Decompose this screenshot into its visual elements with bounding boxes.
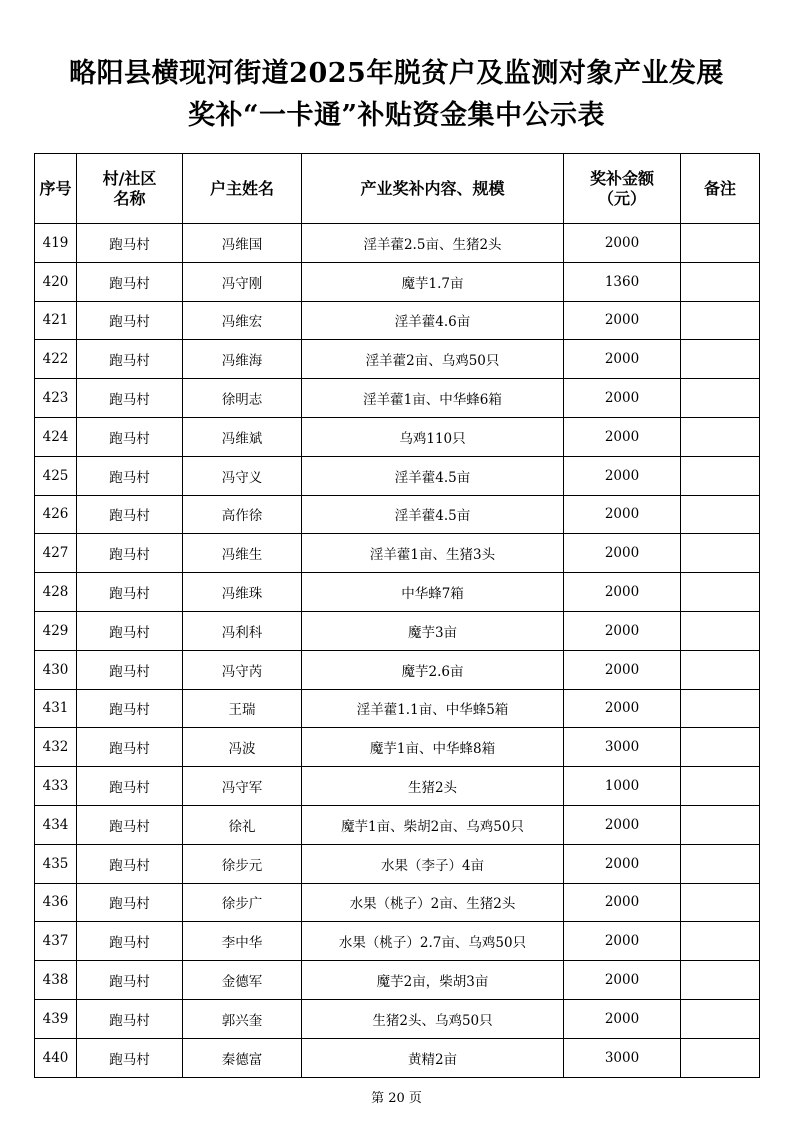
table-row — [35, 456, 760, 495]
cell-content: 水果（桃子）2亩、生猪2头 — [302, 883, 564, 922]
table-row — [35, 611, 760, 650]
cell-seq: 438 — [35, 961, 77, 1000]
cell-village: 跑马村 — [77, 495, 183, 534]
table-row — [35, 340, 760, 379]
cell-name: 冯维生 — [183, 534, 302, 573]
cell-content: 淫羊藿1.1亩、中华蜂5箱 — [302, 689, 564, 728]
table-row — [35, 650, 760, 689]
cell-remark — [681, 301, 760, 340]
cell-remark — [681, 1038, 760, 1077]
page-number: 第 20 页 — [371, 1091, 422, 1106]
cell-amount: 2000 — [564, 650, 681, 689]
table-row — [35, 961, 760, 1000]
cell-amount: 2000 — [564, 340, 681, 379]
cell-village: 跑马村 — [77, 301, 183, 340]
cell-remark — [681, 340, 760, 379]
cell-name: 冯利科 — [183, 611, 302, 650]
cell-amount: 2000 — [564, 456, 681, 495]
header-amount-line1: 奖补金额 — [589, 168, 654, 188]
cell-remark — [681, 999, 760, 1038]
cell-village: 跑马村 — [77, 844, 183, 883]
cell-name: 李中华 — [183, 922, 302, 961]
cell-name: 高作徐 — [183, 495, 302, 534]
cell-content: 魔芋1亩、中华蜂8箱 — [302, 728, 564, 767]
cell-remark — [681, 805, 760, 844]
cell-village: 跑马村 — [77, 456, 183, 495]
table-row — [35, 999, 760, 1038]
cell-amount: 2000 — [564, 573, 681, 612]
table-row — [35, 767, 760, 806]
table-row — [35, 301, 760, 340]
cell-amount: 2000 — [564, 922, 681, 961]
cell-name: 王瑞 — [183, 689, 302, 728]
cell-content: 淫羊藿2.5亩、生猪2头 — [302, 224, 564, 263]
cell-village: 跑马村 — [77, 534, 183, 573]
cell-remark — [681, 961, 760, 1000]
header-amount-line2: （元） — [597, 188, 646, 208]
cell-remark — [681, 650, 760, 689]
table-row — [35, 224, 760, 263]
cell-seq: 435 — [35, 844, 77, 883]
cell-remark — [681, 224, 760, 263]
table-row — [35, 728, 760, 767]
cell-content: 淫羊藿1亩、生猪3头 — [302, 534, 564, 573]
cell-village: 跑马村 — [77, 805, 183, 844]
cell-seq: 425 — [35, 456, 77, 495]
cell-amount: 2000 — [564, 495, 681, 534]
table-row — [35, 262, 760, 301]
cell-seq: 426 — [35, 495, 77, 534]
cell-content: 乌鸡110只 — [302, 417, 564, 456]
cell-village: 跑马村 — [77, 689, 183, 728]
cell-seq: 440 — [35, 1038, 77, 1077]
cell-amount: 2000 — [564, 611, 681, 650]
cell-remark — [681, 767, 760, 806]
cell-content: 淫羊藿4.5亩 — [302, 495, 564, 534]
cell-name: 冯维海 — [183, 340, 302, 379]
cell-remark — [681, 883, 760, 922]
cell-seq: 422 — [35, 340, 77, 379]
cell-amount: 1360 — [564, 262, 681, 301]
cell-remark — [681, 379, 760, 418]
cell-name: 徐明志 — [183, 379, 302, 418]
cell-village: 跑马村 — [77, 379, 183, 418]
cell-amount: 1000 — [564, 767, 681, 806]
cell-seq: 428 — [35, 573, 77, 612]
cell-name: 冯维斌 — [183, 417, 302, 456]
cell-name: 金德军 — [183, 961, 302, 1000]
cell-village: 跑马村 — [77, 262, 183, 301]
cell-amount: 2000 — [564, 301, 681, 340]
cell-remark — [681, 922, 760, 961]
table-row — [35, 805, 760, 844]
document-title-line1: 略阳县横现河街道2025年脱贫户及监测对象产业发展 — [69, 58, 724, 89]
cell-remark — [681, 456, 760, 495]
cell-amount: 2000 — [564, 999, 681, 1038]
cell-content: 水果（李子）4亩 — [302, 844, 564, 883]
cell-name: 冯守军 — [183, 767, 302, 806]
cell-content: 魔芋3亩 — [302, 611, 564, 650]
cell-seq: 433 — [35, 767, 77, 806]
cell-name: 徐步广 — [183, 883, 302, 922]
cell-amount: 2000 — [564, 417, 681, 456]
cell-village: 跑马村 — [77, 573, 183, 612]
header-remark: 备注 — [681, 154, 760, 224]
cell-name: 冯维宏 — [183, 301, 302, 340]
table-row — [35, 534, 760, 573]
cell-name: 秦德富 — [183, 1038, 302, 1077]
cell-seq: 424 — [35, 417, 77, 456]
cell-remark — [681, 495, 760, 534]
table-body — [35, 224, 760, 1078]
cell-seq: 423 — [35, 379, 77, 418]
cell-name: 冯守义 — [183, 456, 302, 495]
cell-content: 魔芋2亩，柴胡3亩 — [302, 961, 564, 1000]
cell-name: 冯维国 — [183, 224, 302, 263]
cell-content: 黄精2亩 — [302, 1038, 564, 1077]
table-row — [35, 689, 760, 728]
cell-content: 生猪2头 — [302, 767, 564, 806]
document-title-line2: 奖补“一卡通”补贴资金集中公示表 — [187, 100, 606, 131]
cell-village: 跑马村 — [77, 883, 183, 922]
cell-name: 冯波 — [183, 728, 302, 767]
cell-remark — [681, 689, 760, 728]
cell-remark — [681, 262, 760, 301]
cell-seq: 429 — [35, 611, 77, 650]
cell-village: 跑马村 — [77, 999, 183, 1038]
cell-amount: 2000 — [564, 805, 681, 844]
cell-amount: 2000 — [564, 883, 681, 922]
cell-seq: 432 — [35, 728, 77, 767]
cell-name: 冯守刚 — [183, 262, 302, 301]
cell-village: 跑马村 — [77, 767, 183, 806]
cell-content: 水果（桃子）2.7亩、乌鸡50只 — [302, 922, 564, 961]
cell-remark — [681, 417, 760, 456]
cell-seq: 421 — [35, 301, 77, 340]
cell-seq: 439 — [35, 999, 77, 1038]
cell-amount: 2000 — [564, 844, 681, 883]
cell-remark — [681, 611, 760, 650]
cell-remark — [681, 728, 760, 767]
cell-name: 冯守芮 — [183, 650, 302, 689]
cell-content: 魔芋1.7亩 — [302, 262, 564, 301]
table-row — [35, 573, 760, 612]
cell-village: 跑马村 — [77, 224, 183, 263]
cell-amount: 2000 — [564, 689, 681, 728]
cell-content: 淫羊藿1亩、中华蜂6箱 — [302, 379, 564, 418]
cell-village: 跑马村 — [77, 611, 183, 650]
cell-seq: 427 — [35, 534, 77, 573]
header-seq: 序号 — [35, 154, 77, 224]
cell-remark — [681, 573, 760, 612]
cell-amount: 2000 — [564, 224, 681, 263]
cell-village: 跑马村 — [77, 922, 183, 961]
cell-remark — [681, 844, 760, 883]
cell-seq: 420 — [35, 262, 77, 301]
header-village-line1: 村/社区 — [102, 168, 157, 188]
cell-amount: 3000 — [564, 728, 681, 767]
cell-seq: 436 — [35, 883, 77, 922]
cell-amount: 3000 — [564, 1038, 681, 1077]
cell-remark — [681, 534, 760, 573]
header-village — [77, 154, 183, 224]
cell-content: 生猪2头、乌鸡50只 — [302, 999, 564, 1038]
cell-content: 淫羊藿4.6亩 — [302, 301, 564, 340]
cell-amount: 2000 — [564, 379, 681, 418]
cell-village: 跑马村 — [77, 417, 183, 456]
table-row — [35, 1038, 760, 1077]
cell-name: 徐步元 — [183, 844, 302, 883]
cell-seq: 430 — [35, 650, 77, 689]
cell-amount: 2000 — [564, 534, 681, 573]
cell-content: 中华蜂7箱 — [302, 573, 564, 612]
table-row — [35, 883, 760, 922]
header-amount — [564, 154, 681, 224]
cell-village: 跑马村 — [77, 728, 183, 767]
table-row — [35, 495, 760, 534]
table-row — [35, 379, 760, 418]
cell-seq: 434 — [35, 805, 77, 844]
cell-village: 跑马村 — [77, 340, 183, 379]
cell-content: 魔芋1亩、柴胡2亩、乌鸡50只 — [302, 805, 564, 844]
table-header-row — [35, 154, 760, 224]
cell-name: 郭兴奎 — [183, 999, 302, 1038]
table-row — [35, 844, 760, 883]
table-row — [35, 922, 760, 961]
header-content: 产业奖补内容、规模 — [302, 154, 564, 224]
header-name: 户主姓名 — [183, 154, 302, 224]
cell-village: 跑马村 — [77, 650, 183, 689]
cell-content: 淫羊藿2亩、乌鸡50只 — [302, 340, 564, 379]
subsidy-table — [34, 153, 760, 1078]
cell-content: 魔芋2.6亩 — [302, 650, 564, 689]
header-village-line2: 名称 — [113, 188, 146, 208]
cell-seq: 437 — [35, 922, 77, 961]
cell-seq: 431 — [35, 689, 77, 728]
cell-amount: 2000 — [564, 961, 681, 1000]
cell-village: 跑马村 — [77, 961, 183, 1000]
cell-seq: 419 — [35, 224, 77, 263]
cell-name: 冯维珠 — [183, 573, 302, 612]
table-row — [35, 417, 760, 456]
cell-name: 徐礼 — [183, 805, 302, 844]
cell-village: 跑马村 — [77, 1038, 183, 1077]
cell-content: 淫羊藿4.5亩 — [302, 456, 564, 495]
